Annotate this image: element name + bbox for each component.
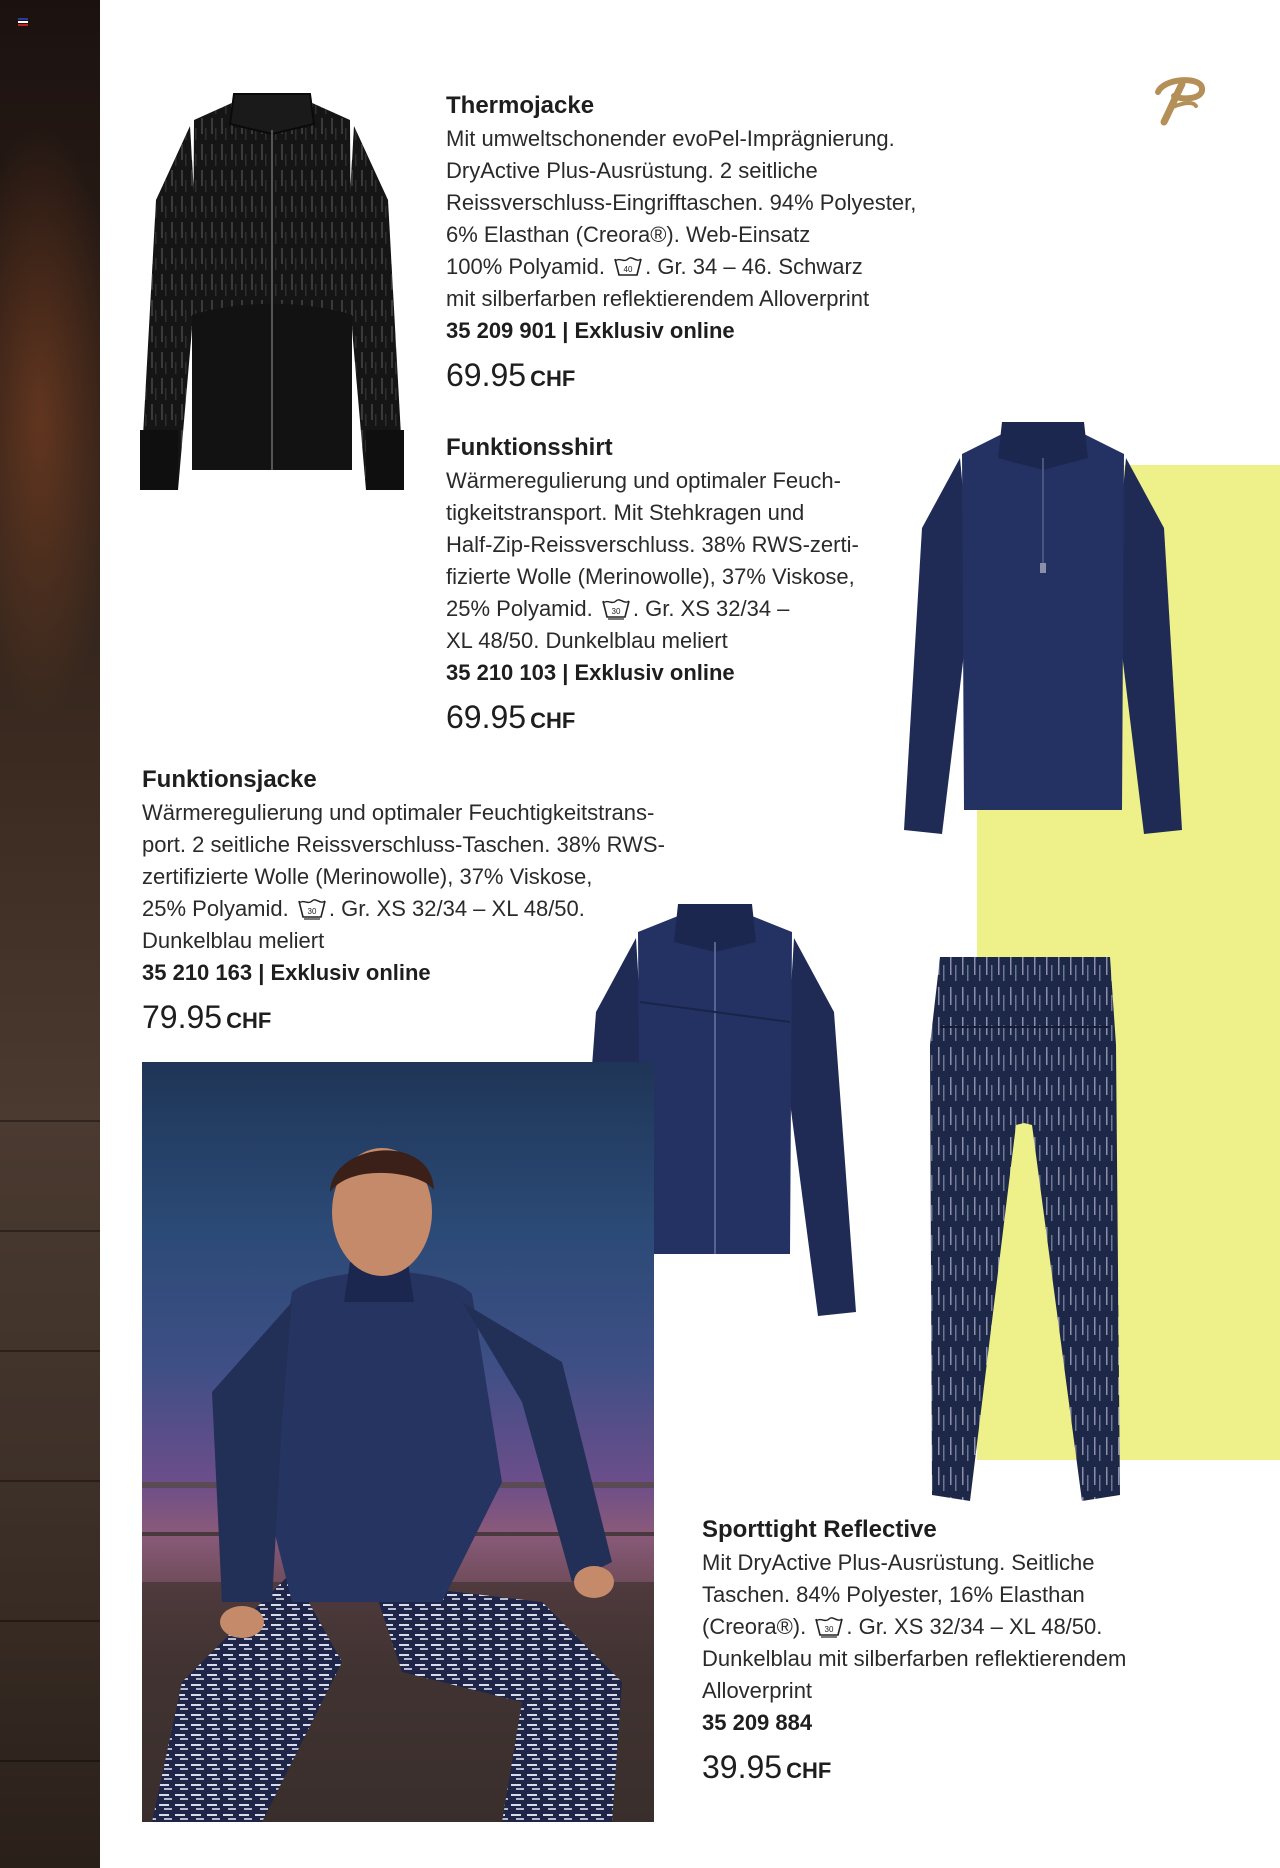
wash-temp: 30 bbox=[611, 607, 621, 616]
description-line: Mit DryActive Plus-Ausrüstung. Seitliche bbox=[702, 1550, 1095, 1575]
currency: CHF bbox=[530, 708, 576, 733]
funktionsshirt-image bbox=[902, 418, 1184, 838]
currency: CHF bbox=[226, 1008, 272, 1033]
sporttight-image bbox=[924, 955, 1124, 1507]
price-value: 69.95 bbox=[446, 357, 527, 393]
product-funktionsshirt bbox=[446, 433, 896, 743]
description-line-care: 25% Polyamid. 30 . Gr. XS 32/34 – bbox=[446, 596, 790, 621]
description-line: Taschen. 84% Polyester, 16% Elasthan bbox=[702, 1582, 1085, 1607]
description-line-care: (Creora®). 30 . Gr. XS 32/34 – XL 48/50. bbox=[702, 1614, 1103, 1639]
price bbox=[446, 695, 896, 743]
product-title: Funktionsjacke bbox=[142, 766, 317, 793]
description-line: Reissverschluss-Eingrifftaschen. 94% Polyester, bbox=[446, 190, 917, 215]
article-number: 35 209 901 | Exklusiv online bbox=[446, 318, 735, 343]
currency: CHF bbox=[530, 366, 576, 391]
wash-temp: 30 bbox=[307, 907, 317, 916]
product-title: Funktionsshirt bbox=[446, 434, 613, 461]
left-photo-strip bbox=[0, 0, 100, 1868]
product-description bbox=[702, 1547, 1242, 1707]
product-sporttight bbox=[702, 1515, 1242, 1793]
price-value: 79.95 bbox=[142, 999, 223, 1035]
description-line: DryActive Plus-Ausrüstung. 2 seitliche bbox=[446, 158, 818, 183]
description-line: Alloverprint bbox=[702, 1678, 813, 1703]
flag-icon bbox=[18, 18, 28, 25]
description-line-care: 100% Polyamid. 40 . Gr. 34 – 46. Schwarz bbox=[446, 254, 863, 279]
article-number: 35 210 103 | Exklusiv online bbox=[446, 660, 735, 685]
wash-care-icon bbox=[297, 898, 327, 920]
price bbox=[702, 1745, 1242, 1793]
description-line: Half-Zip-Reissverschluss. 38% RWS-zerti- bbox=[446, 532, 859, 557]
description-line: 6% Elasthan (Creora®). Web-Einsatz bbox=[446, 222, 811, 247]
description-line: Dunkelblau mit silberfarben reflektierendem bbox=[702, 1646, 1127, 1671]
price bbox=[142, 995, 742, 1043]
lifestyle-photo bbox=[142, 1062, 654, 1822]
description-line: mit silberfarben reflektierendem Alloverprint bbox=[446, 286, 870, 311]
description-line: zertifizierte Wolle (Merinowolle), 37% Viskose, bbox=[142, 864, 593, 889]
wash-care-icon bbox=[814, 1616, 844, 1638]
product-funktionsjacke bbox=[142, 765, 742, 1043]
description-line: tigkeitstransport. Mit Stehkragen und bbox=[446, 500, 805, 525]
product-title: Sporttight Reflective bbox=[702, 1516, 937, 1543]
description-line: Mit umweltschonender evoPel-Imprägnierung. bbox=[446, 126, 895, 151]
product-description bbox=[446, 465, 896, 657]
model-illustration bbox=[142, 1062, 654, 1822]
price-value: 69.95 bbox=[446, 699, 527, 735]
price-value: 39.95 bbox=[702, 1749, 783, 1785]
product-description bbox=[142, 797, 742, 957]
wash-temp: 40 bbox=[623, 265, 633, 274]
currency: CHF bbox=[786, 1758, 832, 1783]
description-line: port. 2 seitliche Reissverschluss-Taschen. 38% RWS- bbox=[142, 832, 665, 857]
wash-care-icon bbox=[613, 256, 643, 278]
product-title: Thermojacke bbox=[446, 92, 595, 119]
description-line: fizierte Wolle (Merinowolle), 37% Viskose, bbox=[446, 564, 855, 589]
article-number: 35 209 884 bbox=[702, 1710, 813, 1735]
wash-temp: 30 bbox=[824, 1625, 834, 1634]
price bbox=[446, 353, 966, 401]
description-line: Wärmeregulierung und optimaler Feuch- bbox=[446, 468, 841, 493]
description-line-care: 25% Polyamid. 30 . Gr. XS 32/34 – XL 48/50. bbox=[142, 896, 585, 921]
thermojacke-image bbox=[138, 90, 406, 492]
description-line: Dunkelblau meliert bbox=[142, 928, 325, 953]
product-thermojacke bbox=[446, 91, 966, 401]
article-number: 35 210 163 | Exklusiv online bbox=[142, 960, 431, 985]
description-line: Wärmeregulierung und optimaler Feuchtigkeitstrans- bbox=[142, 800, 655, 825]
tchibo-logo-icon bbox=[1150, 70, 1210, 130]
wash-care-icon bbox=[601, 598, 631, 620]
description-line: XL 48/50. Dunkelblau meliert bbox=[446, 628, 728, 653]
product-description bbox=[446, 123, 966, 315]
